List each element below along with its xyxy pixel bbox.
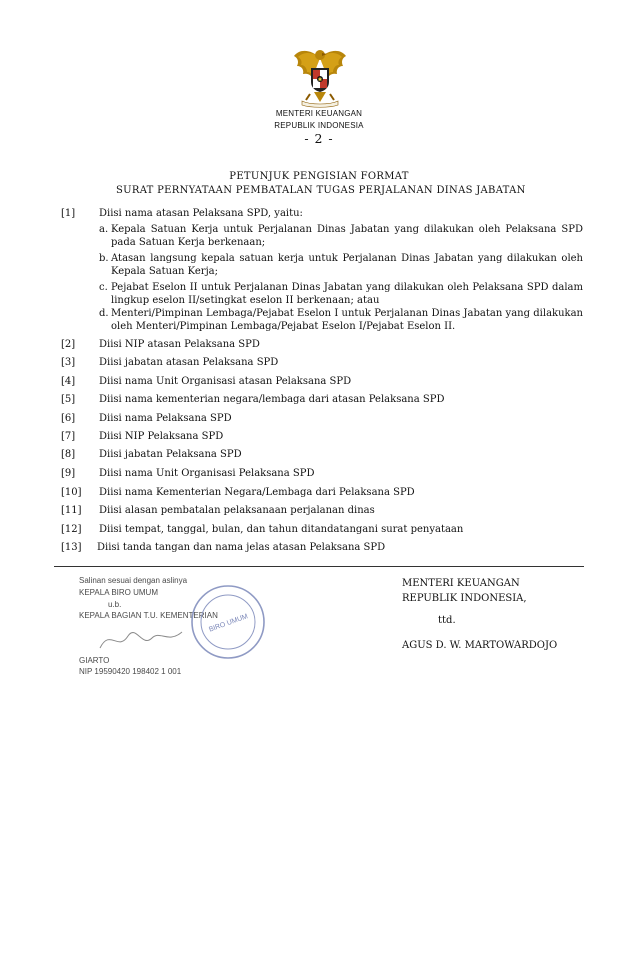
item-number: [12] — [61, 524, 82, 535]
item-number: [1] — [61, 208, 76, 219]
item-text: Diisi jabatan atasan Pelaksana SPD — [99, 357, 279, 368]
item-number: [2] — [61, 339, 76, 350]
document-subtitle: SURAT PERNYATAAN PEMBATALAN TUGAS PERJALANAN DINAS JABATAN — [116, 185, 526, 196]
subitem-text: Kepala Satuan Kerja untuk Perjalanan Dinas Jabatan yang dilakukan oleh Pelaksana SPD pada Satuan Kerja berkenaan; — [111, 224, 583, 248]
copy-stamp-line: KEPALA BIRO UMUM — [79, 588, 158, 597]
subitem — [99, 252, 583, 278]
item-number: [7] — [61, 431, 76, 442]
subitem-text: Pejabat Eselon II untuk Perjalanan Dinas Jabatan yang dilakukan oleh Pelaksana SPD dalam lingkup eselon II/setingkat eselon II berkenaan; atau — [111, 282, 583, 306]
copy-stamp-line: GIARTO — [79, 656, 110, 665]
item-number: [5] — [61, 394, 76, 405]
subitem-text: Menteri/Pimpinan Lembaga/Pejabat Eselon I untuk Perjalanan Dinas Jabatan yang dilakukan oleh Menteri/Pimpinan Lembaga/Pejabat Eselon I/Pejabat Eselon II. — [111, 308, 583, 332]
subitem — [99, 223, 583, 249]
copy-stamp-line: Salinan sesuai dengan aslinya — [79, 576, 188, 585]
header-ministry-line: MENTERI KEUANGAN — [275, 109, 363, 118]
signature-title: MENTERI KEUANGAN — [402, 578, 520, 589]
item-number: [3] — [61, 357, 76, 368]
subitem-letter: a. — [99, 224, 109, 235]
item-text: Diisi NIP atasan Pelaksana SPD — [99, 339, 260, 350]
subitem-letter: b. — [99, 253, 109, 264]
item-number: [4] — [61, 376, 76, 387]
signature-ttd: ttd. — [438, 615, 456, 626]
copy-stamp-line: KEPALA BAGIAN T.U. KEMENTERIAN — [79, 611, 218, 620]
signature-scribble-icon — [96, 618, 186, 658]
item-text: Diisi NIP Pelaksana SPD — [99, 431, 224, 442]
subitem-text: Atasan langsung kepala satuan kerja untuk Perjalanan Dinas Jabatan yang dilakukan oleh Kepala Satuan Kerja; — [111, 253, 583, 277]
item-text: Diisi nama Pelaksana SPD — [99, 413, 232, 424]
item-number: [11] — [61, 505, 82, 516]
item-number: [6] — [61, 413, 76, 424]
section-divider — [54, 566, 584, 567]
copy-stamp-line: NIP 19590420 198402 1 001 — [79, 667, 182, 676]
item-text: Diisi tempat, tanggal, bulan, dan tahun ditandatangani surat penyataan — [99, 524, 464, 535]
garuda-emblem-icon — [290, 44, 350, 108]
signatory-name: AGUS D. W. MARTOWARDOJO — [402, 640, 558, 651]
signature-republic: REPUBLIK INDONESIA, — [402, 593, 527, 604]
copy-stamp-line: u.b. — [108, 600, 122, 609]
item-number: [9] — [61, 468, 76, 479]
item-text: Diisi jabatan Pelaksana SPD — [99, 449, 242, 460]
item-text: Diisi alasan pembatalan pelaksanaan perjalanan dinas — [99, 505, 375, 516]
item-text: Diisi nama Unit Organisasi Pelaksana SPD — [99, 468, 315, 479]
item-number: [8] — [61, 449, 76, 460]
subitem-letter: d. — [99, 308, 109, 319]
item-text: Diisi nama Unit Organisasi atasan Pelaksana SPD — [99, 376, 352, 387]
subitem — [99, 307, 583, 333]
seal-text: BIRO UMUM — [208, 613, 249, 634]
header-republic-line: REPUBLIK INDONESIA — [274, 121, 364, 130]
document-title: PETUNJUK PENGISIAN FORMAT — [229, 171, 409, 182]
item-text: Diisi nama atasan Pelaksana SPD, yaitu: — [99, 208, 303, 219]
item-text: Diisi nama Kementerian Negara/Lembaga dari Pelaksana SPD — [99, 487, 415, 498]
page-number: - 2 - — [304, 131, 334, 146]
item-number: [10] — [61, 487, 82, 498]
official-seal-icon — [188, 582, 268, 662]
item-number: [13] — [61, 542, 82, 553]
item-text: Diisi tanda tangan dan nama jelas atasan Pelaksana SPD — [97, 542, 386, 553]
subitem — [99, 281, 583, 307]
subitem-letter: c. — [99, 282, 108, 293]
item-text: Diisi nama kementerian negara/lembaga dari atasan Pelaksana SPD — [99, 394, 445, 405]
